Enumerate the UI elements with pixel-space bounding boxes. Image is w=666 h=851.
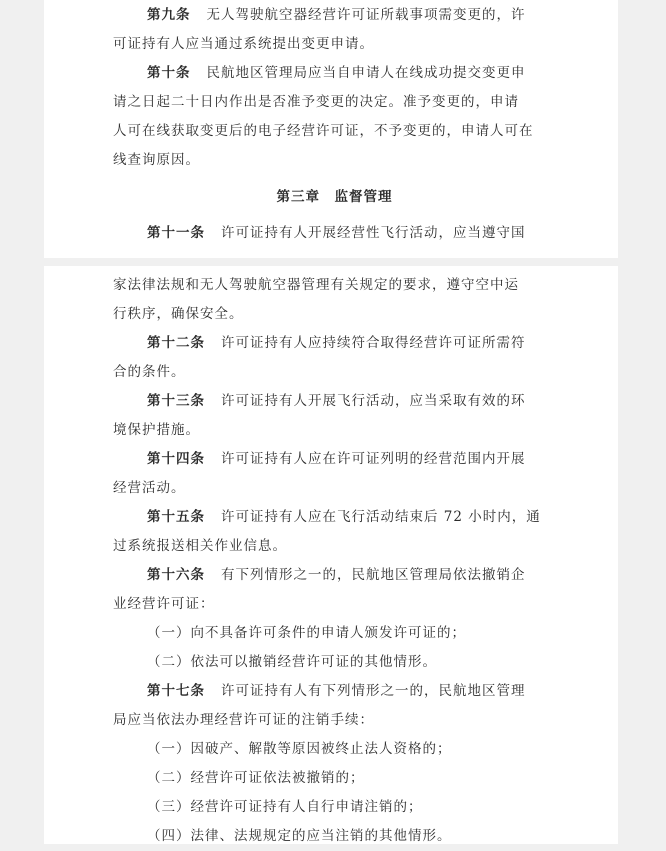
article-10-text-1: 民航地区管理局应当自申请人在线成功提交变更申 [206, 65, 526, 81]
article-12-heading: 第十二条 [147, 335, 205, 351]
article-11-line-3: 行秩序，确保安全。 [113, 306, 244, 322]
article-11-heading: 第十一条 [147, 225, 205, 241]
article-17-heading: 第十七条 [147, 683, 205, 699]
article-10-heading: 第十条 [147, 65, 191, 81]
article-17-item-2: （二）经营许可证依法被撤销的； [147, 770, 365, 786]
article-16-heading: 第十六条 [147, 567, 205, 583]
article-10-line-2: 请之日起二十日内作出是否准予变更的决定。准予变更的，申请 [113, 94, 519, 110]
document-page-1 [44, 0, 618, 258]
article-13-heading: 第十三条 [147, 393, 205, 409]
article-15-heading: 第十五条 [147, 509, 205, 525]
article-16-line-2: 业经营许可证： [113, 596, 215, 612]
article-17-item-1: （一）因破产、解散等原因被终止法人资格的； [147, 741, 452, 757]
article-14-heading: 第十四条 [147, 451, 205, 467]
article-17-line-2: 局应当依法办理经营许可证的注销手续： [113, 712, 374, 728]
article-9-line-1 [113, 1, 546, 30]
article-15-line-2: 过系统报送相关作业信息。 [113, 538, 287, 554]
article-13-text-1: 许可证持有人开展飞行活动，应当采取有效的环 [221, 393, 526, 409]
article-17-item-4: （四）法律、法规规定的应当注销的其他情形。 [147, 828, 452, 844]
article-17-item-3: （三）经营许可证持有人自行申请注销的； [147, 799, 423, 815]
article-16-text-1: 有下列情形之一的，民航地区管理局依法撤销企 [221, 567, 526, 583]
article-12-text-1: 许可证持有人应持续符合取得经营许可证所需符 [221, 335, 526, 351]
article-16-item-2: （二）依法可以撤销经营许可证的其他情形。 [147, 654, 437, 670]
article-11-line-2: 家法律法规和无人驾驶航空器管理有关规定的要求，遵守空中运 [113, 277, 519, 293]
article-14-line-2: 经营活动。 [113, 480, 186, 496]
article-9-text-1: 无人驾驶航空器经营许可证所载事项需变更的，许 [206, 7, 526, 23]
article-9-heading: 第九条 [147, 7, 191, 23]
article-15-text-1: 许可证持有人应在飞行活动结束后 72 小时内，通 [221, 509, 541, 525]
article-16-line-1 [113, 561, 546, 590]
article-14-line-1 [113, 445, 546, 474]
article-10-line-4: 线查询原因。 [113, 152, 200, 168]
article-11-text-1: 许可证持有人开展经营性飞行活动，应当遵守国 [221, 225, 526, 241]
article-15-line-1 [113, 503, 546, 532]
article-12-line-1 [113, 329, 546, 358]
article-17-text-1: 许可证持有人有下列情形之一的，民航地区管理 [221, 683, 526, 699]
chapter-3-title: 第三章 监督管理 [276, 189, 393, 205]
document-page-2 [44, 266, 618, 844]
article-11-line-1 [113, 219, 546, 248]
article-10-line-3: 人可在线获取变更后的电子经营许可证，不予变更的，申请人可在 [113, 123, 534, 139]
article-9-line-2: 可证持有人应当通过系统提出变更申请。 [113, 36, 374, 52]
article-13-line-2: 境保护措施。 [113, 422, 200, 438]
article-14-text-1: 许可证持有人应在许可证列明的经营范围内开展 [221, 451, 526, 467]
article-10-line-1 [113, 59, 546, 88]
article-16-item-1: （一）向不具备许可条件的申请人颁发许可证的； [147, 625, 466, 641]
article-17-line-1 [113, 677, 546, 706]
article-12-line-2: 合的条件。 [113, 364, 186, 380]
article-13-line-1 [113, 387, 546, 416]
